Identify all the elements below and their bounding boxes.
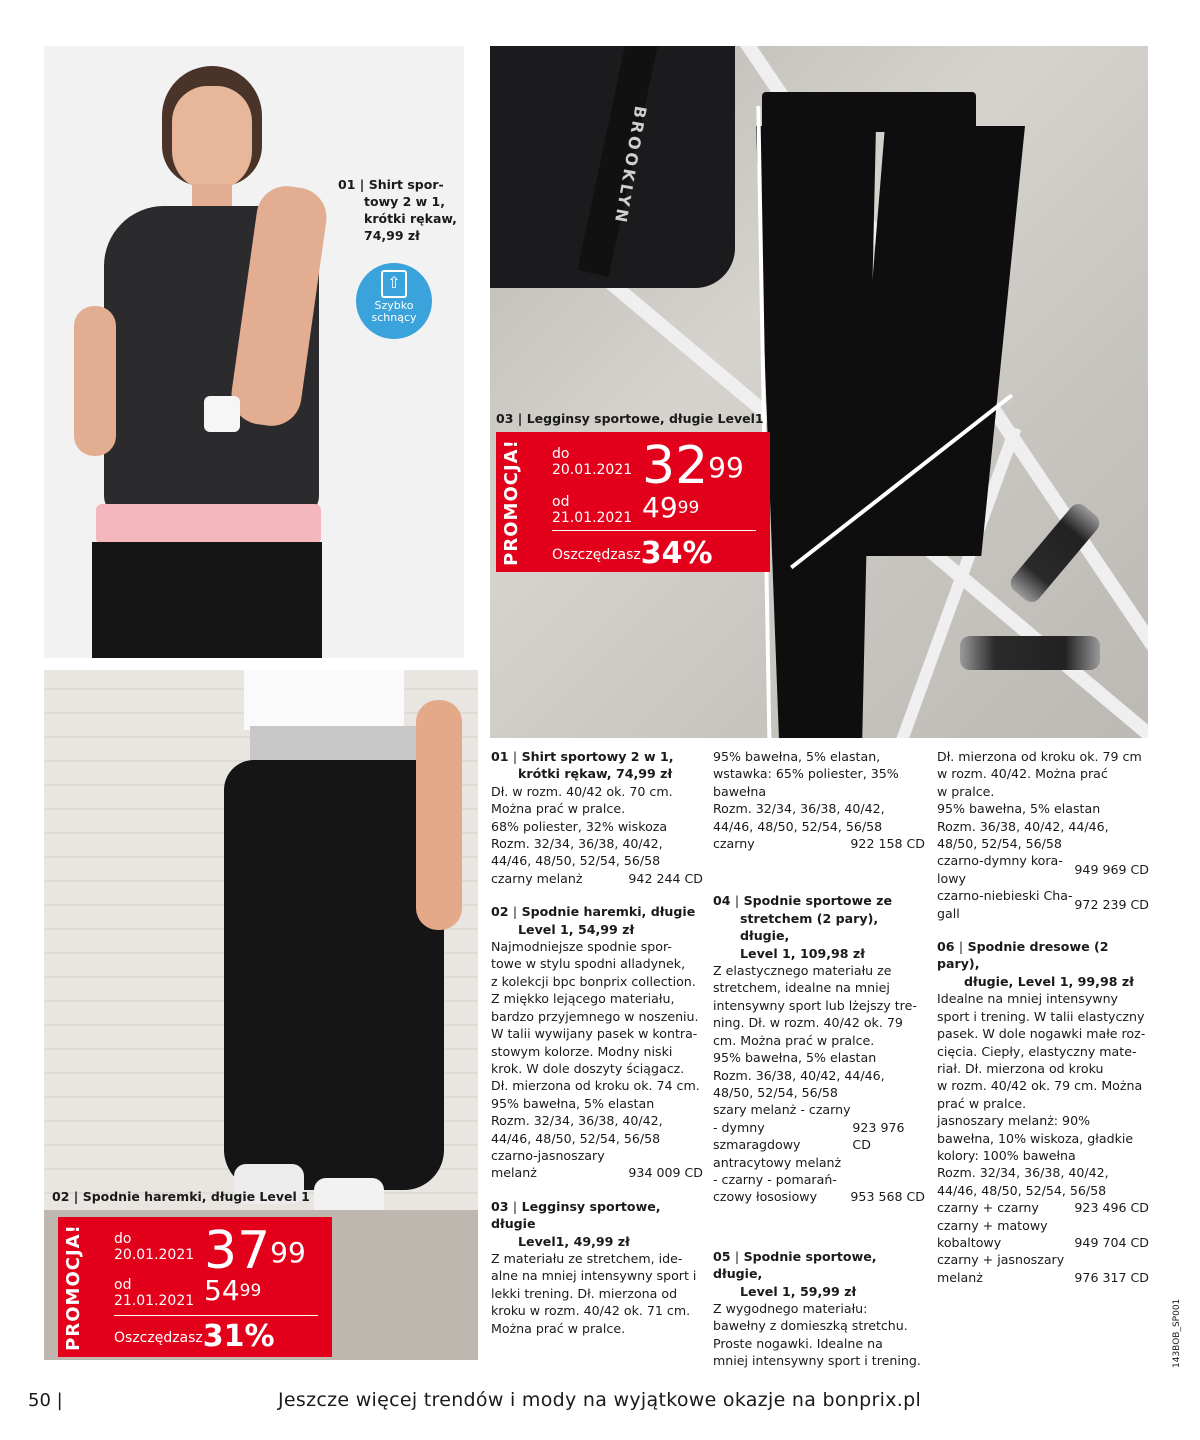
leggings-callout-text: Legginsy sportowe, długie Level1	[526, 411, 764, 426]
text-column-2	[713, 748, 925, 1370]
item-01-title: 01 | Shirt sportowy 2 w 1,	[491, 749, 674, 764]
item-02-title: 02 | Spodnie haremki, długie	[491, 904, 696, 920]
item-02-line: Najmodniejsze spodnie spor-	[491, 939, 672, 955]
item-01-variant-row: czarny melanż 942 244 CD	[491, 870, 703, 886]
item-03-line: Z materiału ze stretchem, ide-	[491, 1250, 683, 1266]
item-05-line: Proste nogawki. Idealne na	[713, 1335, 883, 1351]
item-05-line: w rozm. 40/42. Można prać	[937, 766, 1108, 782]
item-05-variant-row-2: czarno-niebieski Cha- gall 972 239 CD	[937, 888, 1149, 921]
item-02-line: 95% bawełna, 5% elastan	[491, 1095, 655, 1111]
dumbbell-2	[960, 636, 1100, 670]
item-01-line: Można prać w pralce.	[491, 801, 626, 817]
item-03-line: 44/46, 48/50, 52/54, 56/58	[713, 818, 883, 834]
item-05-title-line2: Level 1, 59,99 zł	[740, 1283, 857, 1299]
item-04-variant-row-2: czowy łososiowy 953 568 CD	[713, 1189, 925, 1205]
item-06-line: kolory: 100% bawełna	[937, 1147, 1076, 1163]
model-arm	[416, 700, 462, 930]
item-01-line: 44/46, 48/50, 52/54, 56/58	[491, 853, 661, 869]
item-02-title-line2: Level 1, 54,99 zł	[518, 921, 635, 937]
item-04-title: 04 | Spodnie sportowe ze	[713, 893, 893, 909]
model-top	[244, 670, 404, 730]
shirt-callout: 01 | Shirt spor- towy 2 w 1, krótki rękaw, 74,99 zł	[338, 177, 457, 243]
item-02-line: krok. W dole doszyty ściągacz.	[491, 1060, 685, 1076]
item-06-line: prać w pralce.	[937, 1095, 1027, 1111]
item-05-line: Z wygodnego materiału:	[713, 1300, 868, 1316]
model-wristband	[204, 396, 240, 432]
item-01-line: Rozm. 32/34, 36/38, 40/42,	[491, 836, 663, 852]
item-03-line: wstawka: 65% poliester, 35%	[713, 766, 899, 782]
item-03-variant-row: czarny 922 158 CD	[713, 836, 925, 852]
item-02-line: W talii wywijany pasek w kontra-	[491, 1026, 698, 1042]
leggings-callout-num: 03	[496, 411, 514, 426]
footer-slogan: Jeszcze więcej trendów i mody na wyjątkowe okazje na bonprix.pl	[278, 1389, 922, 1411]
harem-pants	[224, 760, 444, 1190]
badge-line2: schnący	[371, 311, 417, 324]
item-06-title: 06 | Spodnie dresowe (2 pary),	[937, 939, 1109, 972]
photo-shirt	[44, 46, 464, 658]
item-06-line: Rozm. 32/34, 36/38, 40/42,	[937, 1165, 1109, 1181]
item-06-line: w rozm. 40/42 ok. 79 cm. Można	[937, 1078, 1143, 1094]
item-03-line: Można prać w pralce.	[491, 1320, 626, 1336]
item-06-line: pasek. W dole nogawki małe roz-	[937, 1026, 1146, 1042]
item-06-line: riał. Dł. mierzona od kroku	[937, 1060, 1104, 1076]
item-02-variant-row: melanż 934 009 CD	[491, 1165, 703, 1181]
item-06-line: czarny + matowy	[937, 1217, 1048, 1233]
item-02-line: czarno-jasnoszary	[491, 1147, 605, 1163]
item-04-title-line3: Level 1, 109,98 zł	[740, 945, 865, 961]
item-04-line: intensywny sport lub lżejszy tre-	[713, 997, 917, 1013]
promo-save-harem: Oszczędzasz31%	[114, 1319, 275, 1354]
item-04-line: Rozm. 36/38, 40/42, 44/46,	[713, 1067, 885, 1083]
item-04-line: 48/50, 52/54, 56/58	[713, 1084, 838, 1100]
item-06-variant-row-1: czarny + czarny 923 496 CD	[937, 1200, 1149, 1216]
quick-dry-icon: ⇧	[381, 270, 407, 298]
item-04-line: ning. Dł. w rozm. 40/42 ok. 79	[713, 1015, 903, 1031]
item-01-line: Dł. w rozm. 40/42 ok. 70 cm.	[491, 783, 673, 799]
item-06-line: 44/46, 48/50, 52/54, 56/58	[937, 1182, 1107, 1198]
item-06-line: jasnoszary melanż: 90%	[937, 1113, 1091, 1129]
catalog-code: 143BOB_SP001	[1172, 1298, 1182, 1368]
shirt-callout-num: 01	[338, 177, 356, 192]
promo-do-leggings: do 20.01.2021	[552, 446, 633, 478]
item-04-variant-row-1: - dymny szmaragdowy 923 976 CD	[713, 1119, 905, 1153]
harem-callout-num: 02	[52, 1189, 70, 1204]
text-column-1	[491, 748, 703, 1337]
item-05-line: mniej intensywny sport i trening.	[713, 1353, 921, 1369]
item-03-title: 03 | Legginsy sportowe, długie	[491, 1198, 661, 1232]
item-02-line: 44/46, 48/50, 52/54, 56/58	[491, 1130, 661, 1146]
item-04-line: 95% bawełna, 5% elastan	[713, 1050, 877, 1066]
item-05-line: 48/50, 52/54, 56/58	[937, 836, 1062, 852]
item-06-title-line2: długie, Level 1, 99,98 zł	[964, 973, 1134, 989]
item-06-line: Idealne na mniej intensywny	[937, 991, 1119, 1007]
shirt-callout-line1: Shirt spor-	[368, 177, 444, 192]
item-05-variant-row-1: czarno-dymny kora- lowy 949 969 CD	[937, 853, 1149, 886]
item-06-line: bawełna, 10% wiskoza, gładkie	[937, 1130, 1134, 1146]
photo-leggings	[490, 46, 1148, 738]
item-05-title: 05 | Spodnie sportowe, długie,	[713, 1248, 877, 1282]
item-04-line: Z elastycznego materiału ze	[713, 963, 892, 979]
shirt-callout-line4: 74,99 zł	[364, 228, 420, 243]
promo-side-leggings: PROMOCJA!	[500, 438, 522, 566]
harem-callout: 02 | Spodnie haremki, długie Level 1	[52, 1189, 310, 1204]
item-03-line: Rozm. 32/34, 36/38, 40/42,	[713, 801, 885, 817]
item-03-line: alne na mniej intensywny sport i	[491, 1268, 697, 1284]
promo-od-harem: od 21.01.2021	[114, 1277, 195, 1309]
item-02-line: stowym kolorze. Modny niski	[491, 1043, 673, 1059]
page-number: 50 |	[28, 1390, 63, 1411]
item-04-line: - czarny - pomarań-	[713, 1171, 837, 1187]
promo-divider-leggings	[552, 530, 756, 531]
item-04-line: stretchem, idealne na mniej	[713, 980, 890, 996]
harem-callout-text: Spodnie haremki, długie Level 1	[82, 1189, 310, 1204]
leggings-callout: 03 | Legginsy sportowe, długie Level1	[496, 411, 764, 426]
promo-price-old-harem: $54^{99}$	[204, 1274, 262, 1307]
item-02-line: Rozm. 32/34, 36/38, 40/42,	[491, 1113, 663, 1129]
item-06-variant-row-3: melanż 976 317 CD	[937, 1269, 1149, 1285]
promo-box-leggings	[496, 432, 770, 572]
model-leggings	[92, 542, 322, 658]
item-03-line: 95% bawełna, 5% elastan,	[713, 749, 881, 764]
promo-price-old-leggings: $49^{99}$	[642, 491, 700, 524]
item-02-line: z kolekcji bpc bonprix collection.	[491, 973, 696, 989]
item-03-line: kroku w rozm. 40/42 ok. 71 cm.	[491, 1303, 691, 1319]
item-05-line: Rozm. 36/38, 40/42, 44/46,	[937, 818, 1109, 834]
item-04-line: antracytowy melanż	[713, 1154, 842, 1170]
item-05-line: 95% bawełna, 5% elastan	[937, 801, 1101, 817]
item-05-line: w pralce.	[937, 783, 995, 799]
shirt-callout-line3: krótki rękaw,	[364, 211, 457, 226]
item-06-variant-row-2: kobaltowy 949 704 CD	[937, 1234, 1149, 1250]
badge-line1: Szybko	[374, 299, 414, 312]
bag-text: BROOKLYN	[610, 104, 651, 227]
item-02-line: Dł. mierzona od kroku ok. 74 cm.	[491, 1078, 700, 1094]
item-04-line: szary melanż - czarny	[713, 1102, 851, 1118]
promo-price-main-harem: $37^{99}$	[204, 1221, 306, 1281]
promo-box-harem	[58, 1217, 332, 1357]
item-02-line: Z miękko lejącego materiału,	[491, 991, 675, 1007]
model-pink-hem	[96, 504, 321, 544]
item-03-line: bawełna	[713, 783, 767, 799]
promo-do-harem: do 20.01.2021	[114, 1231, 195, 1263]
item-06-line: sport i trening. W talii elastyczny	[937, 1008, 1145, 1024]
item-04-title-line2: stretchem (2 pary), długie,	[740, 910, 879, 944]
promo-divider-harem	[114, 1315, 318, 1316]
item-02-line: towe w stylu spodni alladynek,	[491, 956, 686, 972]
promo-price-main-leggings: $32^{99}$	[642, 436, 744, 496]
leggings-leg-left	[756, 126, 876, 738]
promo-od-leggings: od 21.01.2021	[552, 494, 633, 526]
model-face	[172, 86, 252, 191]
item-06-line: czarny + jasnoszary	[937, 1252, 1065, 1268]
item-03-title-line2: Level1, 49,99 zł	[518, 1233, 630, 1249]
item-02-line: bardzo przyjemnego w noszeniu.	[491, 1008, 699, 1024]
item-05-line: Dł. mierzona od kroku ok. 79 cm	[937, 749, 1142, 764]
shirt-callout-line2: towy 2 w 1,	[364, 194, 446, 209]
text-column-3	[937, 748, 1149, 1286]
item-01-title-line2: krótki rękaw, 74,99 zł	[518, 766, 673, 782]
quick-dry-badge	[356, 263, 432, 339]
model-arm-left	[74, 306, 116, 456]
item-06-line: cięcia. Ciepły, elastyczny mate-	[937, 1043, 1137, 1059]
item-04-line: cm. Można prać w pralce.	[713, 1032, 875, 1048]
item-01-line: 68% poliester, 32% wiskoza	[491, 818, 668, 834]
item-03-line: lekki trening. Dł. mierzona od	[491, 1285, 678, 1301]
promo-side-harem: PROMOCJA!	[62, 1223, 84, 1351]
promo-save-leggings: Oszczędzasz34%	[552, 536, 713, 571]
item-05-line: bawełny z domieszką stretchu.	[713, 1318, 908, 1334]
